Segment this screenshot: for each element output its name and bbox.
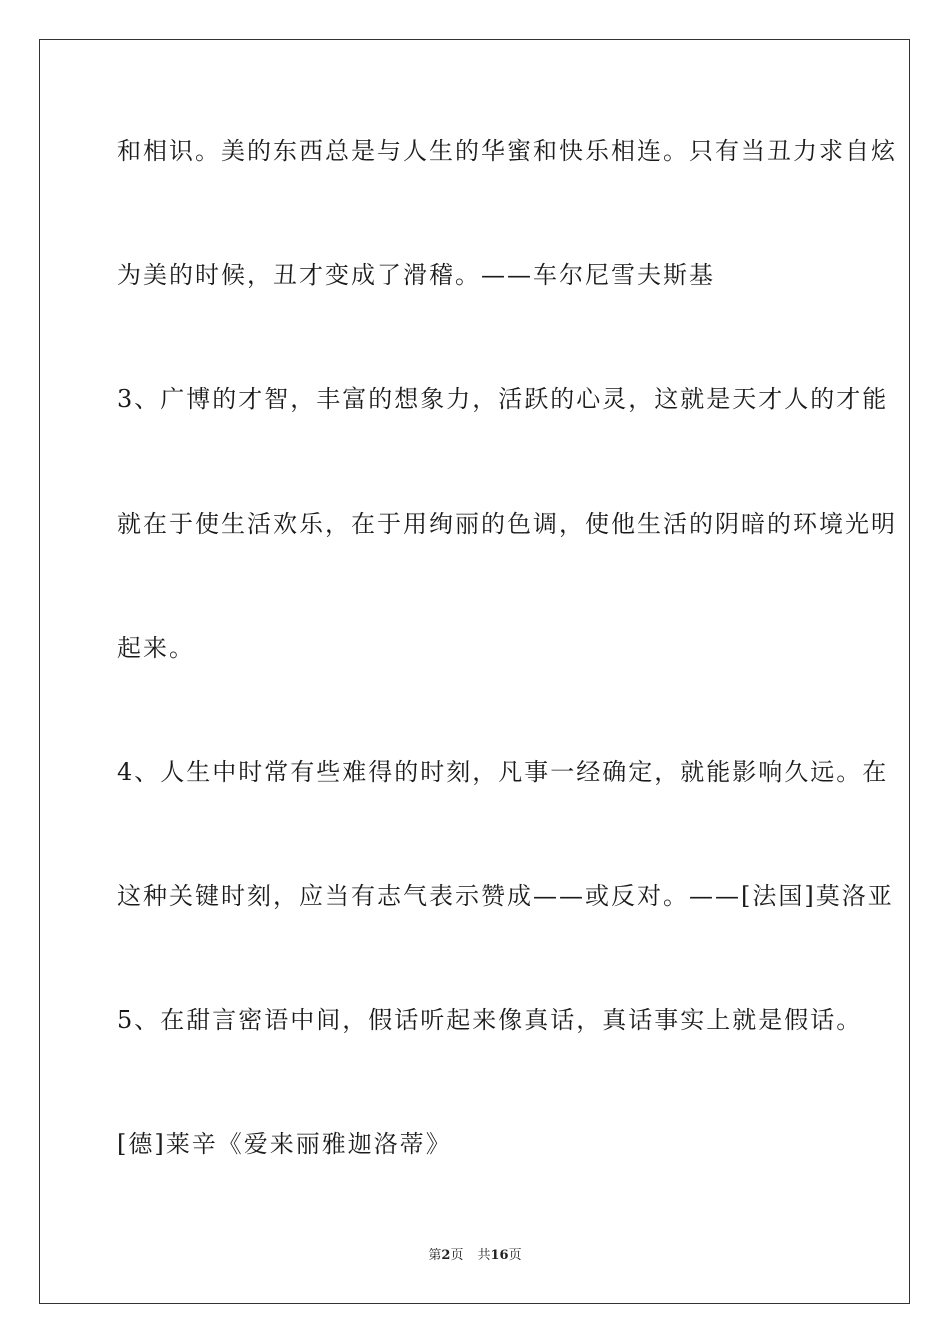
text-line-8: 5、在甜言密语中间，假话听起来像真话，真话事实上就是假话。: [117, 1006, 863, 1034]
text-line-3: 3、广博的才智，丰富的想象力，活跃的心灵，这就是天才人的才能: [117, 385, 889, 413]
page-footer: [0, 1247, 950, 1265]
total-prefix: 共: [477, 1248, 491, 1263]
page-border: [39, 39, 910, 1304]
total-suffix: 页: [508, 1248, 522, 1263]
text-line-6: 4、人生中时常有些难得的时刻，凡事一经确定，就能影响久远。在: [117, 758, 889, 786]
page-number: 2: [441, 1248, 451, 1263]
text-line-5: 起来。: [117, 634, 195, 662]
text-line-4: 就在于使生活欢乐，在于用绚丽的色调，使他生活的阴暗的环境光明: [117, 510, 897, 538]
text-line-1: 和相识。美的东西总是与人生的华蜜和快乐相连。只有当丑力求自炫: [117, 137, 897, 165]
text-line-7: 这种关键时刻，应当有志气表示赞成——或反对。——[法国]莫洛亚: [117, 882, 894, 910]
text-line-9: [德]莱辛《爱来丽雅迦洛蒂》: [117, 1130, 452, 1158]
page-prefix: 第: [428, 1248, 442, 1263]
total-pages: 16: [490, 1248, 509, 1263]
page-suffix: 页: [450, 1248, 464, 1263]
text-line-2: 为美的时候，丑才变成了滑稽。——车尔尼雪夫斯基: [117, 261, 715, 289]
